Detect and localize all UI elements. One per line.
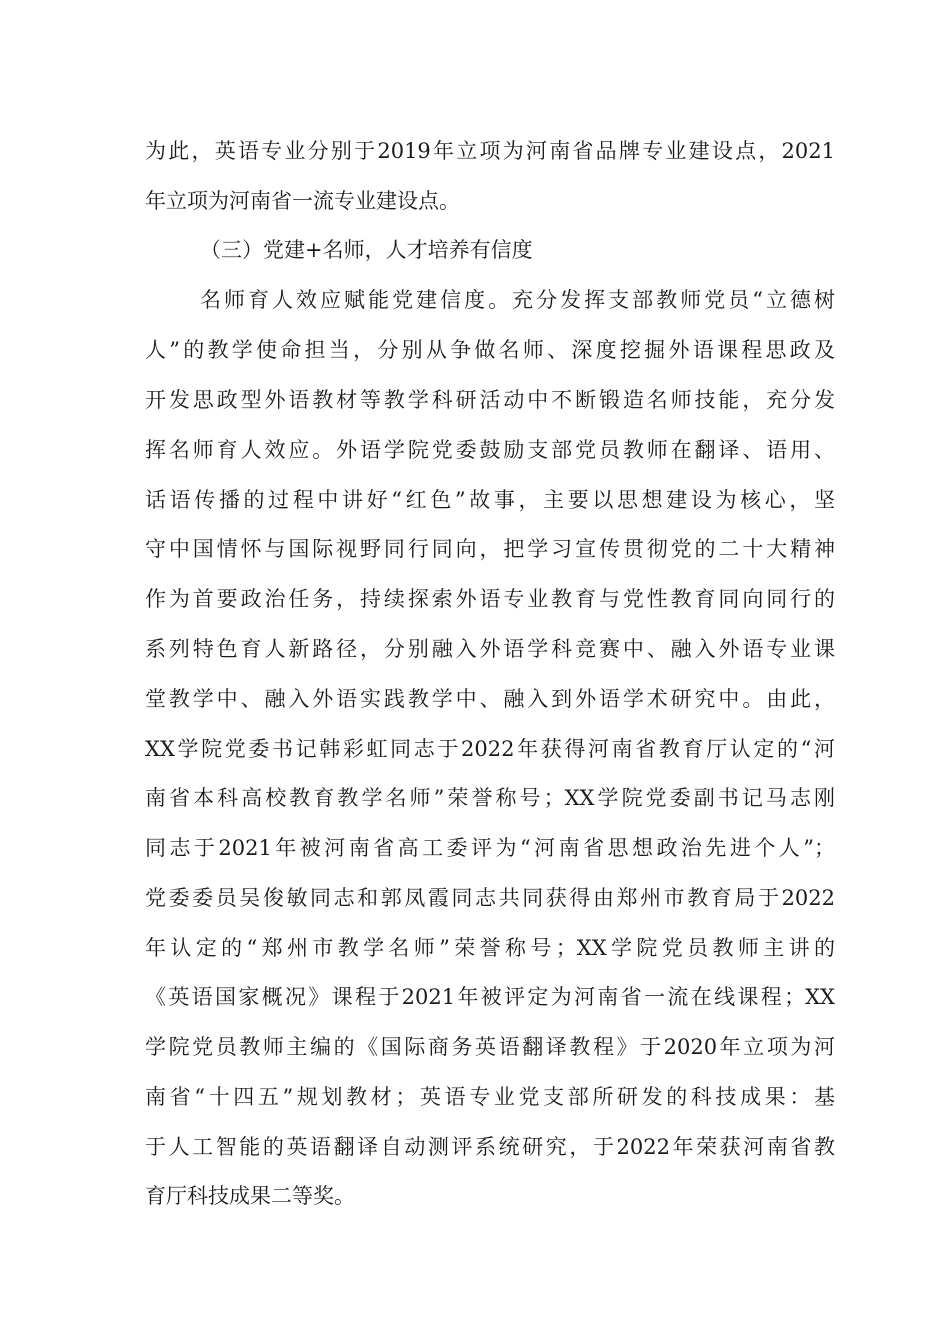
paragraph-line: 守中国情怀与国际视野同行同向，把学习宣传贯彻党的二十大精神 [145, 537, 835, 561]
paragraph-line: 同志于2021年被河南省高工委评为“河南省思想政治先进个人”； [145, 836, 835, 860]
paragraph-line: 系列特色育人新路径，分别融入外语学科竞赛中、融入外语专业课 [145, 637, 835, 661]
paragraph-line: 话语传播的过程中讲好“红色”故事，主要以思想建设为核心，坚 [145, 488, 835, 512]
paragraph-line: 年立项为河南省一流专业建设点。 [145, 189, 460, 213]
paragraph-line: 南省本科高校教育教学名师”荣誉称号；XX学院党委副书记马志刚 [145, 786, 835, 810]
paragraph-line: 人”的教学使命担当，分别从争做名师、深度挖掘外语课程思政及 [145, 338, 835, 362]
paragraph-line: 党委委员吴俊敏同志和郭凤霞同志共同获得由郑州市教育局于2022 [145, 886, 835, 910]
paragraph-line: 为此，英语专业分别于2019年立项为河南省品牌专业建设点，2021 [145, 139, 835, 163]
paragraph-line: 作为首要政治任务，持续探索外语专业教育与党性教育同向同行的 [145, 587, 835, 611]
paragraph-line: 挥名师育人效应。外语学院党委鼓励支部党员教师在翻译、语用、 [145, 438, 835, 462]
paragraph-line: 《英语国家概况》课程于2021年被评定为河南省一流在线课程；XX [145, 985, 835, 1009]
paragraph-line: 开发思政型外语教材等教学科研活动中不断锻造名师技能，充分发 [145, 388, 835, 412]
paragraph-line: 学院党员教师主编的《国际商务英语翻译教程》于2020年立项为河 [145, 1035, 835, 1059]
paragraph-line: XX学院党委书记韩彩虹同志于2022年获得河南省教育厅认定的“河 [145, 737, 835, 761]
paragraph-line: 育厅科技成果二等奖。 [145, 1184, 355, 1208]
paragraph-line: 南省“十四五”规划教材；英语专业党支部所研发的科技成果：基 [145, 1085, 835, 1109]
paragraph-line: 于人工智能的英语翻译自动测评系统研究，于2022年荣获河南省教 [145, 1135, 835, 1159]
paragraph-line: 堂教学中、融入外语实践教学中、融入到外语学术研究中。由此， [145, 687, 835, 711]
paragraph-line: 名师育人效应赋能党建信度。充分发挥支部教师党员“立德树 [200, 288, 835, 312]
section-heading: （三）党建+名师，人才培养有信度 [200, 238, 533, 262]
paragraph-line: 年认定的“郑州市教学名师”荣誉称号；XX学院党员教师主讲的 [145, 936, 835, 960]
